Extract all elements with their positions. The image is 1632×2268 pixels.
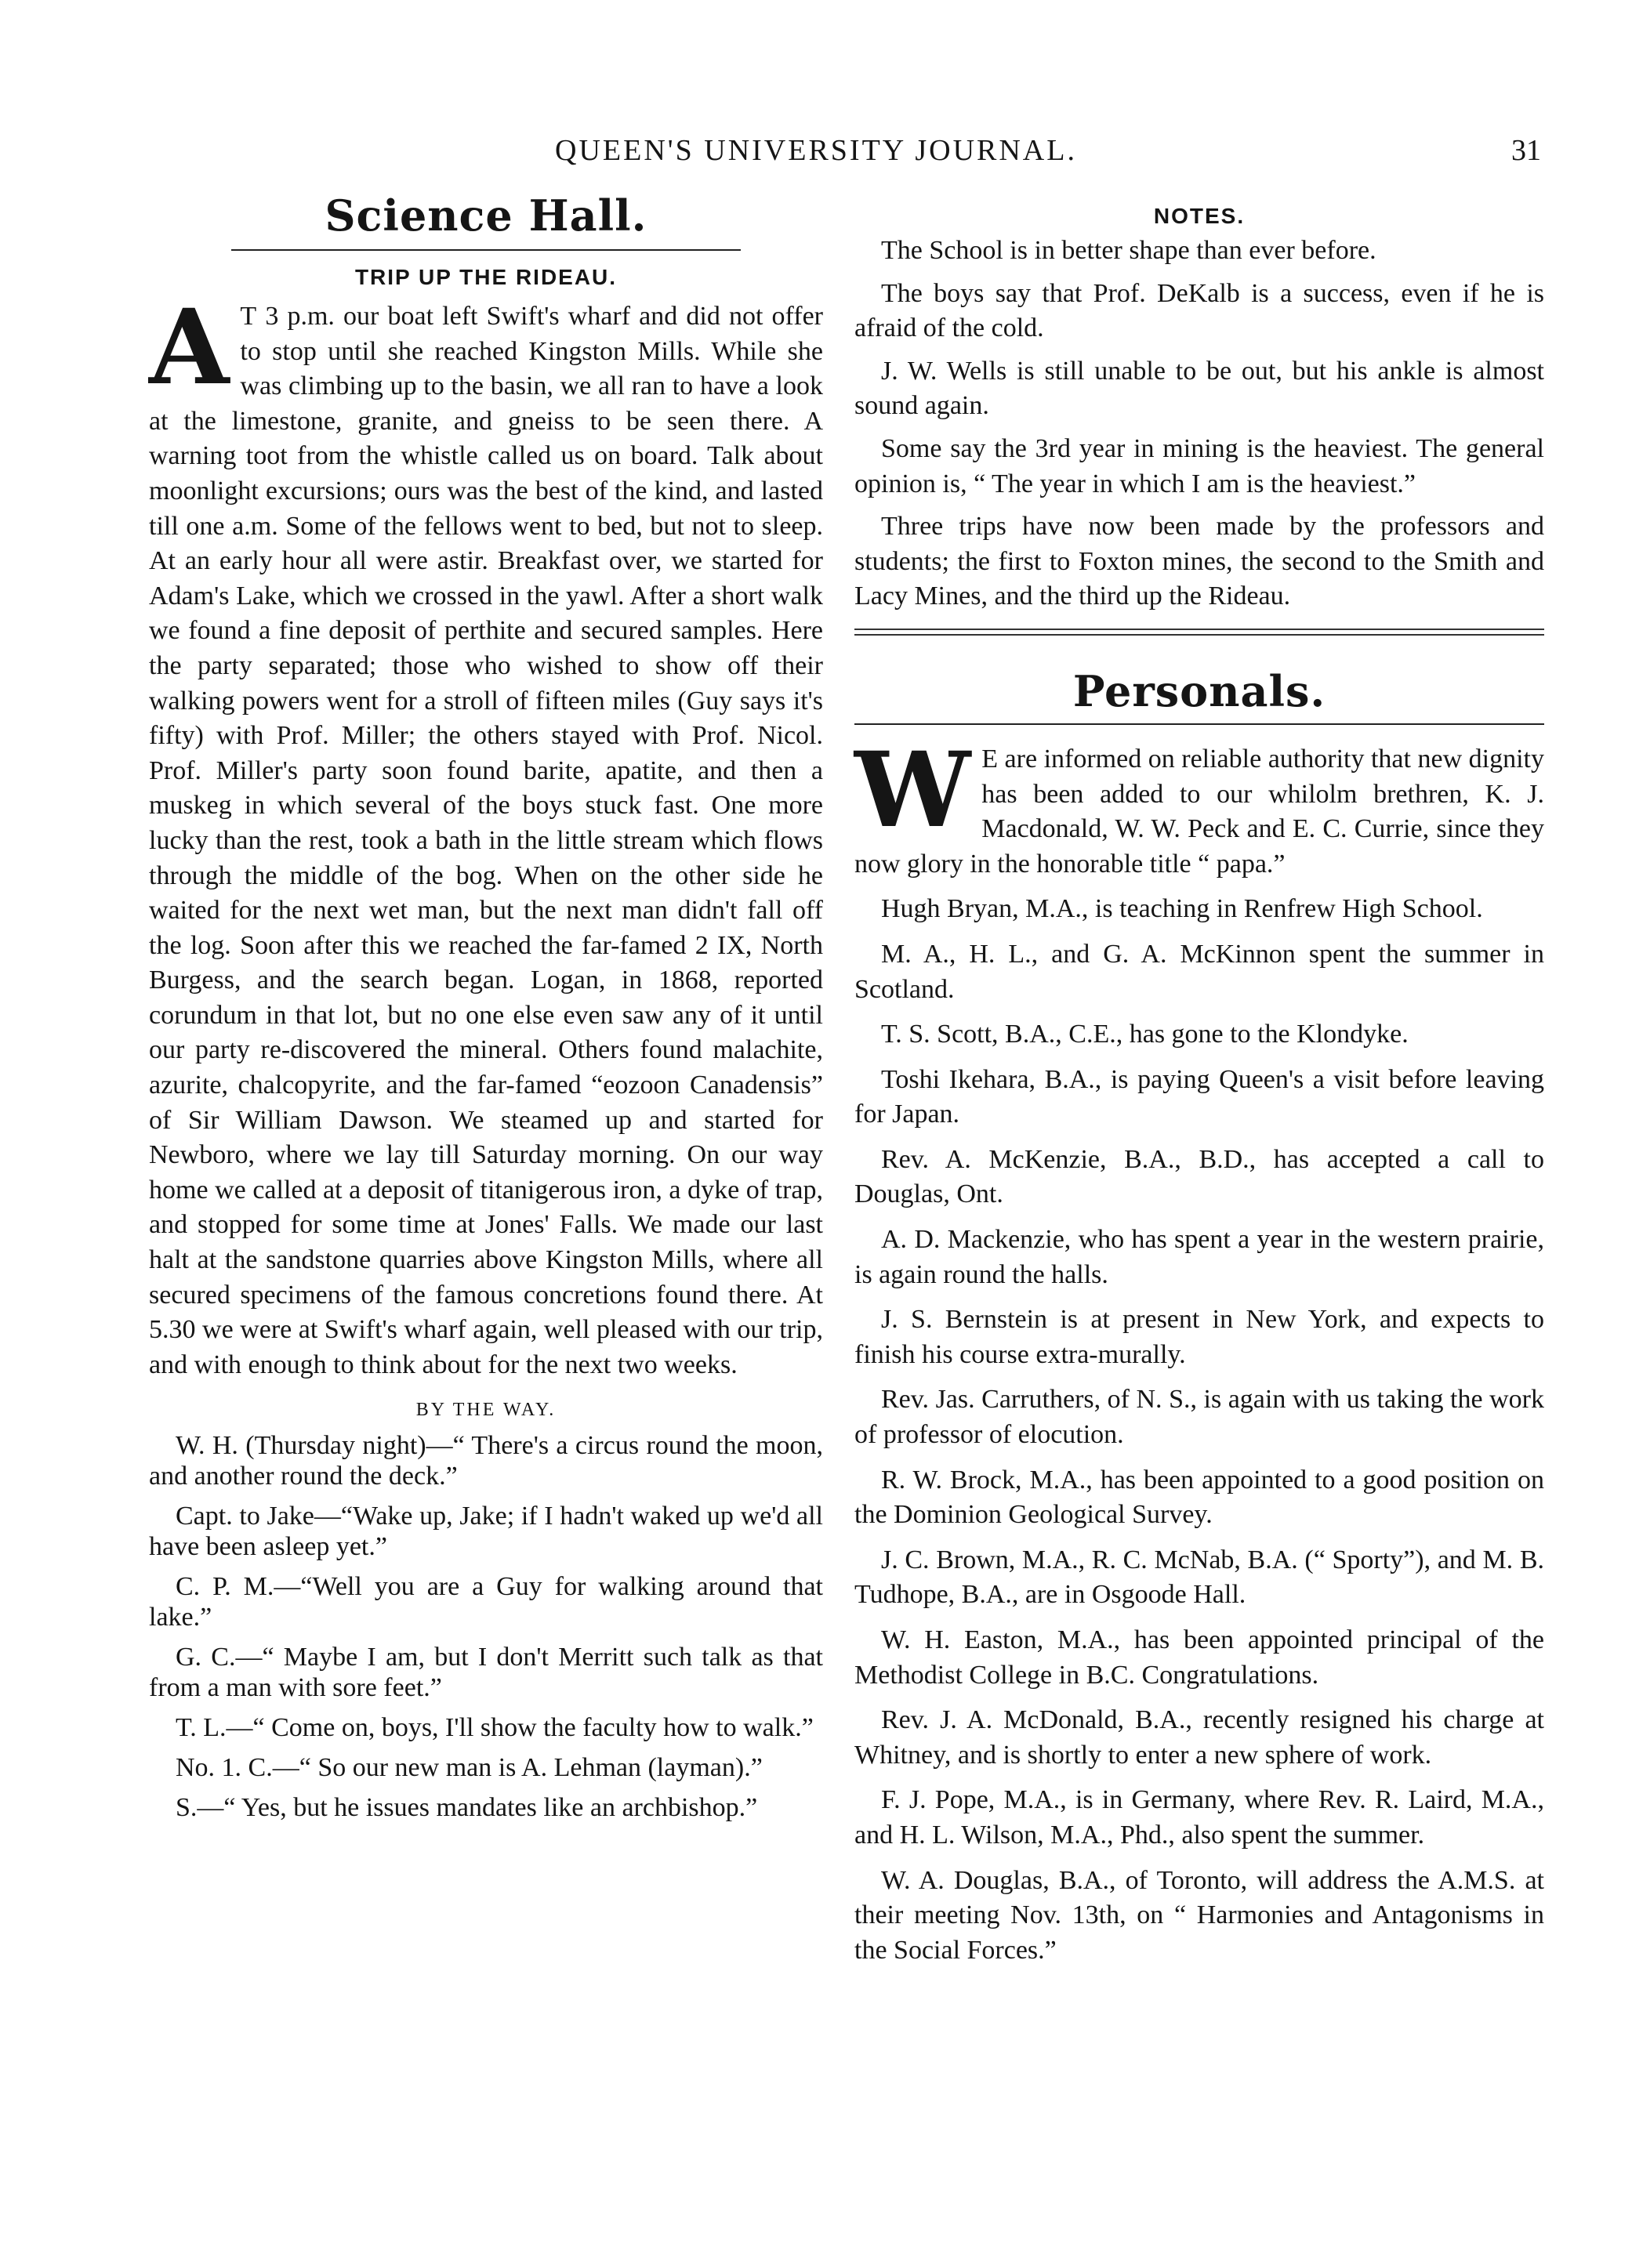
by-the-way-item: W. H. (Thursday night)—“ There's a circus round the moon, and another round the deck.” — [149, 1431, 823, 1491]
personals-first-text: are informed on reliable authority that new dignity has been added to our whilolm brethren, K. J. Macdonald, W. W. Peck and E. C. Currie, since they now glory in the honorable title “ papa.” — [854, 744, 1544, 879]
page-number: 31 — [1511, 134, 1541, 167]
note-item: The School is in better shape than ever before. — [881, 236, 1376, 265]
note-item: Some say the 3rd year in mining is the heaviest. The general opinion is, “ The year in which I am is the heaviest.” — [854, 433, 1544, 498]
personal-item: J. S. Bernstein is at present in New York, and expects to finish his course extra-murally. — [854, 1305, 1544, 1369]
personal-item: Hugh Bryan, M.A., is teaching in Renfrew High School. — [881, 894, 1483, 924]
personal-item: Toshi Ikehara, B.A., is paying Queen's a visit before leaving for Japan. — [854, 1064, 1544, 1129]
drop-cap: A — [149, 287, 230, 408]
personal-item: F. J. Pope, M.A., is in Germany, where Rev. R. Laird, M.A., and H. L. Wilson, M.A., Phd., also spent the summer. — [854, 1785, 1544, 1850]
personals-first-item — [854, 729, 1544, 882]
drop-cap: W — [854, 729, 971, 851]
personal-item: R. W. Brock, M.A., has been appointed to a good position on the Dominion Geological Survey. — [854, 1465, 1544, 1530]
lead-letters: T — [240, 302, 257, 331]
personal-item: T. S. Scott, B.A., C.E., has gone to the Klondyke. — [881, 1020, 1409, 1049]
personals-list — [854, 892, 1544, 1968]
lead-letters: E — [981, 744, 999, 774]
note-item: J. W. Wells is still unable to be out, but his ankle is almost sound again. — [854, 356, 1544, 421]
personal-item: W. A. Douglas, B.A., of Toronto, will address the A.M.S. at their meeting Nov. 13th, on “ Harmonies and Antagonisms in the Social Forces.” — [854, 1865, 1544, 1965]
article-text: 3 p.m. our boat left Swift's wharf and did not offer to stop until she reached Kingston Mills. While she was climbing up to the basin, we all ran to have a look at the limestone, granite, and gneiss to be seen there. A warning toot from the whistle called us on board. Talk about moonlight excursions; ours was the best of the kind, and lasted till one a.m. Some of the fellows went to bed, but not to sleep. At an early hour all were astir. Breakfast over, we started for Adam's Lake, which we crossed in the yawl. After a short walk we found a fine deposit of perthite and secured samples. Here the party separated; those who wished to show off their walking powers went for a stroll of fifteen miles (Guy says it's fifty) with Prof. Miller; the others stayed with Prof. Nicol. Prof. Miller's party soon found barite, apatite, and then a muskeg in which several of the boys stuck fast. One more lucky than the rest, took a bath in the little stream which flows through the middle of the bog. When on the other side he waited for the next wet man, but the next man didn't fall off the log. Soon after this we reached the far-famed 2 IX, North Burgess, and the search began. Logan, in 1868, reported corundum in that lot, but no one else even saw any of it until our party re-discovered the mineral. Others found malachite, azurite, chalcopyrite, and the far-famed “eozoon Canadensis” of Sir William Dawson. We steamed up and started for Newboro, where we lay till Saturday morning. On our way home we called at a deposit of titanigerous iron, a dyke of trap, and stopped for some time at Jones' Falls. We made our last halt at the sandstone quarries above Kingston Mills, where all secured specimens of the famous concretions found there. At 5.30 we were at Swift's wharf again, well pleased with our trip, and with enough to think about for the next two weeks. — [149, 302, 823, 1379]
by-the-way-item: C. P. M.—“Well you are a Guy for walking around that lake.” — [149, 1572, 823, 1632]
section-title-personals: Personals. — [1072, 665, 1326, 716]
section-title-science-hall: Science Hall. — [325, 190, 647, 241]
by-the-way-item: No. 1. C.—“ So our new man is A. Lehman (layman).” — [176, 1753, 763, 1783]
by-the-way-heading: BY THE WAY. — [415, 1400, 557, 1421]
note-item: Three trips have now been made by the professors and students; the first to Foxton mines, the second to the Smith and Lacy Mines, and the third up the Rideau. — [854, 512, 1544, 611]
personal-item: A. D. Mackenzie, who has spent a year in the western prairie, is again round the halls. — [854, 1225, 1544, 1289]
personal-item: M. A., H. L., and G. A. McKinnon spent the summer in Scotland. — [854, 939, 1544, 1004]
by-the-way-list — [149, 1430, 823, 1823]
notes-list — [854, 234, 1544, 614]
running-title: QUEEN'S UNIVERSITY JOURNAL. — [555, 134, 1077, 167]
personal-item: W. H. Easton, M.A., has been appointed principal of the Methodist College in B.C. Congratulations. — [854, 1625, 1544, 1690]
by-the-way-item: G. C.—“ Maybe I am, but I don't Merritt such talk as that from a man with sore feet.” — [149, 1643, 823, 1703]
by-the-way-item: Capt. to Jake—“Wake up, Jake; if I hadn't waked up we'd all have been asleep yet.” — [149, 1502, 823, 1562]
article-heading: TRIP UP THE RIDEAU. — [354, 265, 618, 289]
right-column — [854, 187, 1544, 1968]
note-item: The boys say that Prof. DeKalb is a success, even if he is afraid of the cold. — [854, 278, 1544, 343]
personal-item: Rev. Jas. Carruthers, of N. S., is again with us taking the work of professor of elocution. — [854, 1385, 1544, 1450]
personals-rule — [854, 723, 1544, 725]
by-the-way-item: S.—“ Yes, but he issues mandates like an archbishop.” — [176, 1793, 758, 1823]
notes-heading: NOTES. — [1153, 204, 1246, 228]
personal-item: J. C. Brown, M.A., R. C. McNab, B.A. (“ Sporty”), and M. B. Tudhope, B.A., are in Osgoode Hall. — [854, 1545, 1544, 1610]
by-the-way-item: T. L.—“ Come on, boys, I'll show the faculty how to walk.” — [176, 1713, 814, 1743]
personal-item: Rev. A. McKenzie, B.A., B.D., has accepted a call to Douglas, Ont. — [854, 1144, 1544, 1209]
personal-item: Rev. J. A. McDonald, B.A., recently resigned his charge at Whitney, and is shortly to enter a new sphere of work. — [854, 1705, 1544, 1770]
left-column — [149, 187, 823, 1823]
section-divider — [854, 629, 1544, 636]
article-body — [149, 287, 823, 1382]
title-rule — [231, 249, 741, 251]
